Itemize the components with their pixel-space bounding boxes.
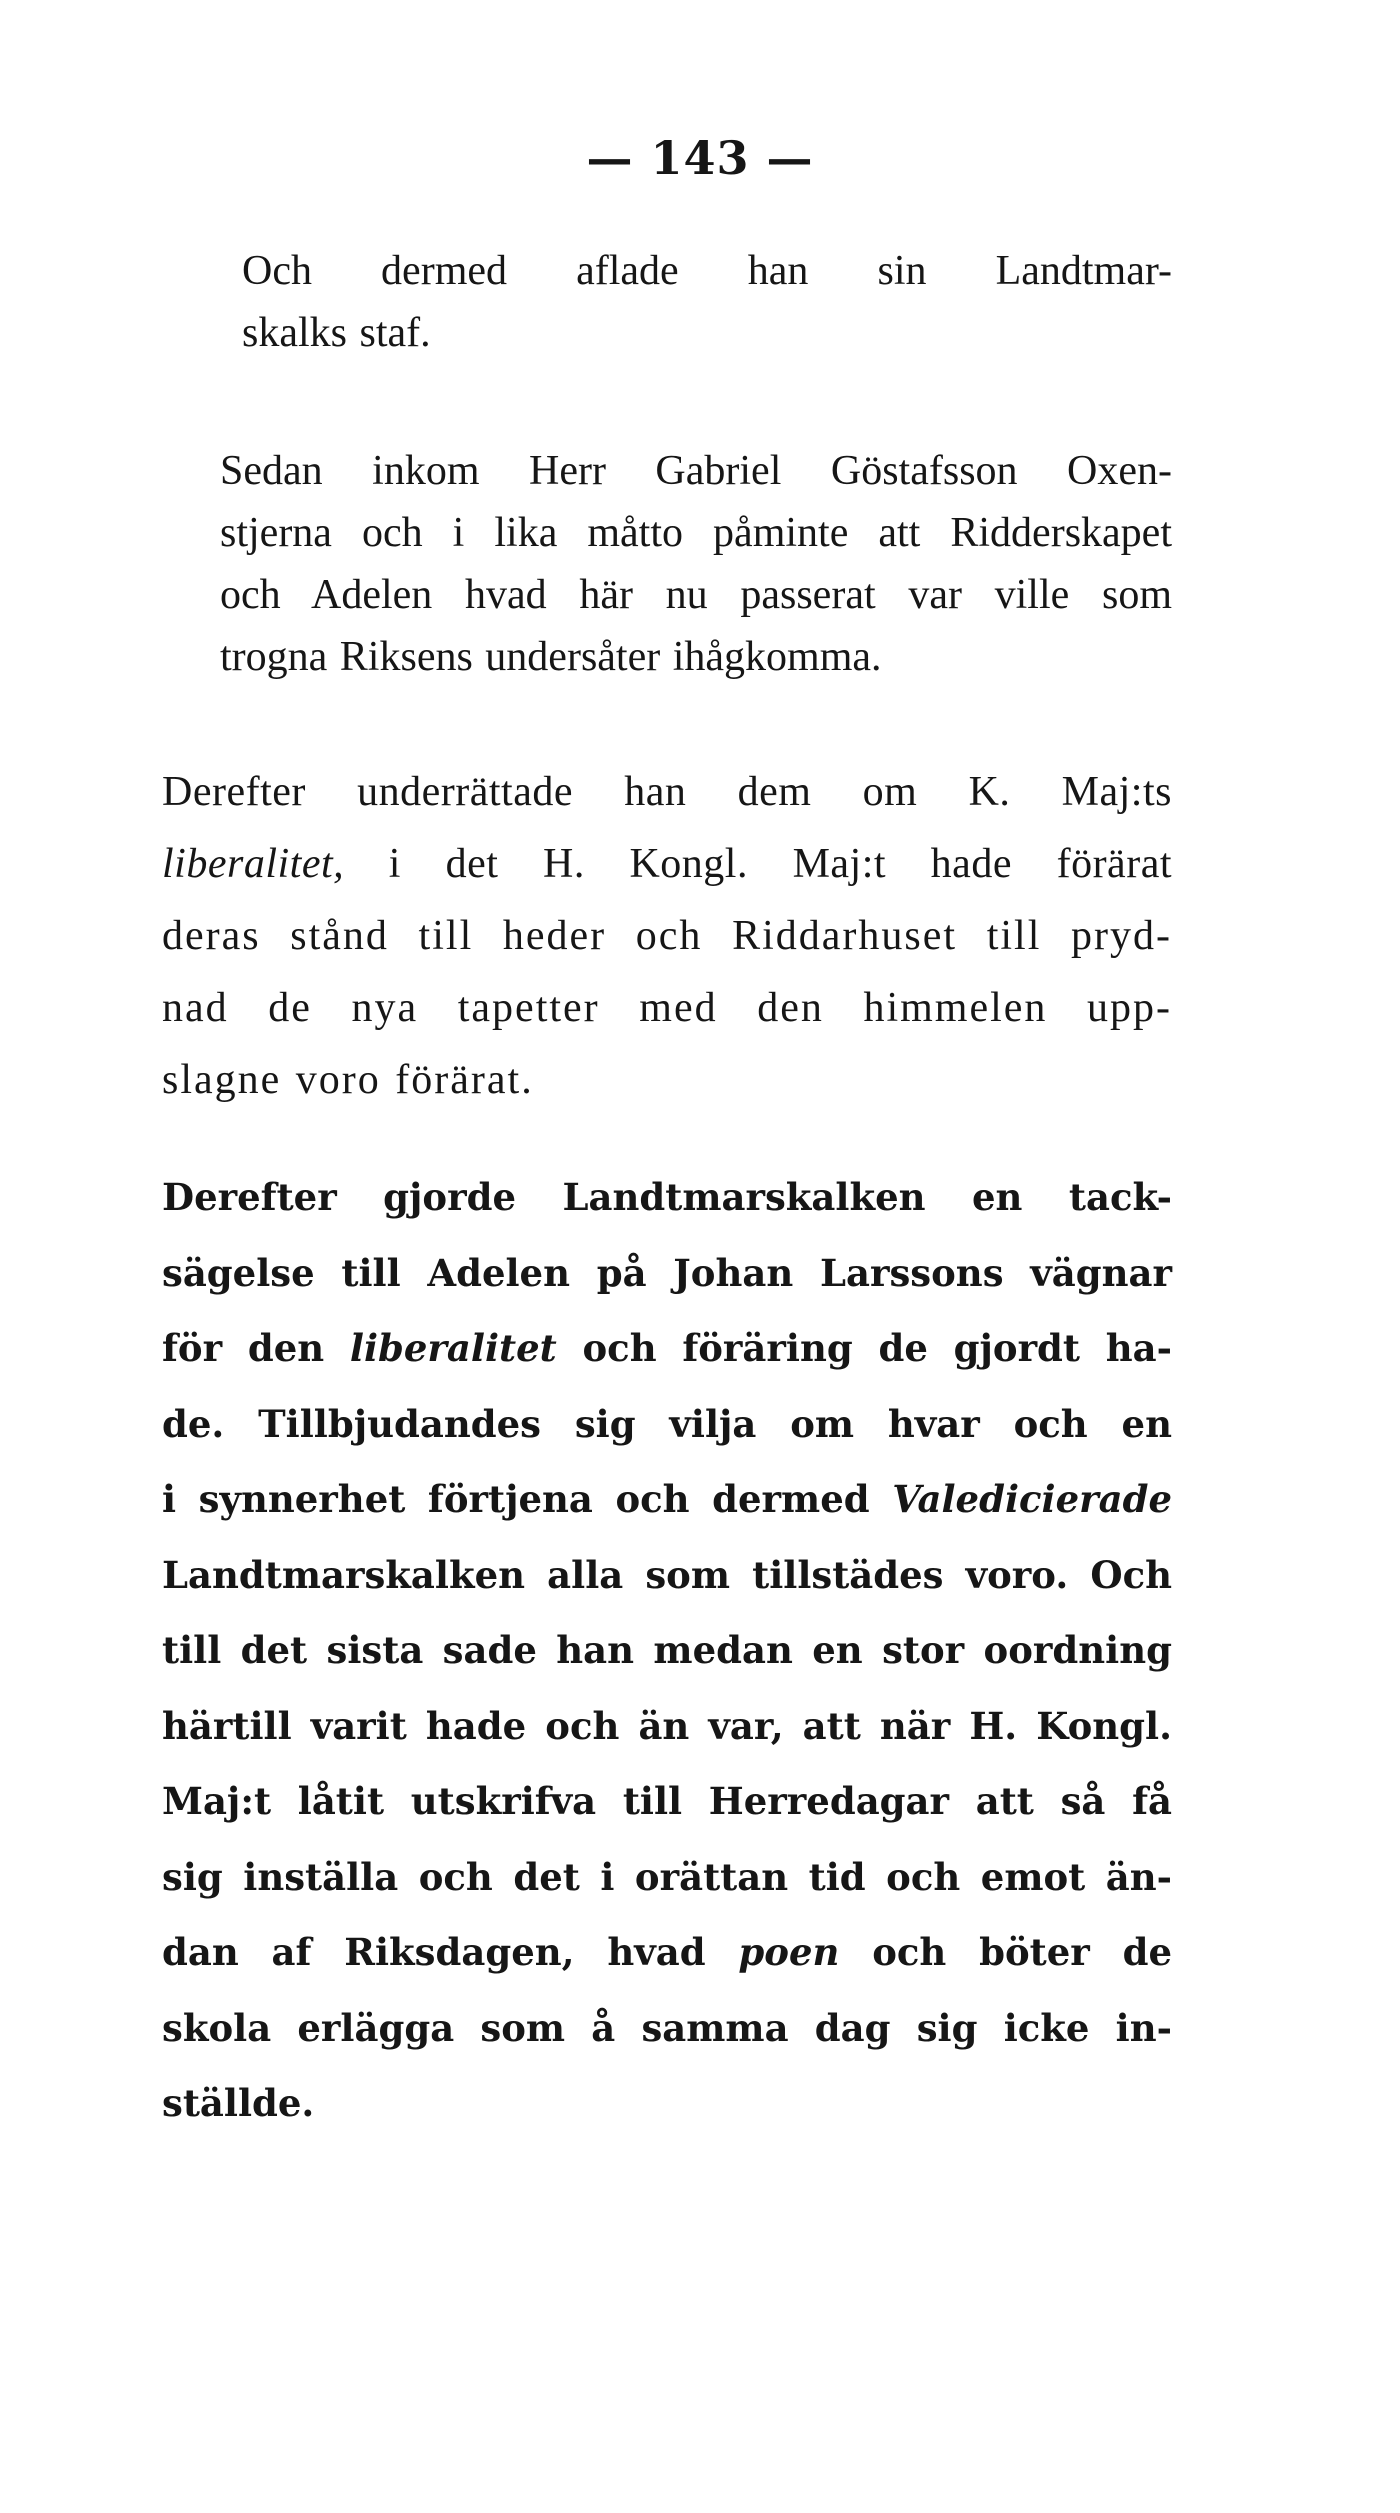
text-line: Landtmarskalken alla som tillstädes voro. Och: [162, 1552, 1172, 1597]
text-segment: dan af Riksdagen, hvad: [162, 1930, 739, 1974]
text-line: ställde.: [162, 2081, 315, 2125]
text-line: skola erlägga som å samma dag sig icke in-: [162, 2005, 1172, 2050]
text-segment: för den: [162, 1326, 350, 1370]
text-line: [122, 1311, 1172, 1387]
page-number: — 143 —: [586, 131, 814, 185]
italic-term: liberalitet,: [162, 841, 345, 887]
text-line: Sedan inkom Herr Gabriel Göstafsson Oxen-: [220, 448, 1172, 494]
text-line: Och dermed aflade han sin Landtmar-: [242, 248, 1172, 294]
text-line: till det sista sade han medan en stor oordning: [162, 1628, 1172, 1672]
text-line: [122, 1462, 1172, 1538]
italic-term: poen: [738, 1930, 840, 1974]
text-segment: i synnerhet förtjena och dermed: [162, 1477, 893, 1521]
text-line: sägelse till Adelen på Johan Larssons vägnar: [162, 1250, 1172, 1295]
text-line: de. Tillbjudandes sig vilja om hvar och en: [162, 1401, 1172, 1446]
text-line: [122, 828, 1172, 900]
paragraph-4: [122, 1160, 1172, 2142]
italic-term: liberalitet: [349, 1326, 557, 1370]
text-line: stjerna och i lika måtto påminte att Ridderskapet: [220, 510, 1172, 556]
text-line: Derefter gjorde Landtmarskalken en tack-: [162, 1175, 1172, 1219]
text-line: Maj:t låtit utskrifva till Herredagar att så få: [162, 1779, 1172, 1823]
paragraph-3: [122, 756, 1172, 1116]
text-segment: i det H. Kongl. Maj:t hade förärat: [344, 841, 1172, 887]
italic-term: Valedicierade: [892, 1477, 1172, 1521]
text-line: trogna Riksens undersåter ihågkomma.: [220, 634, 882, 680]
text-line: nad de nya tapetter med den himmelen upp-: [162, 985, 1172, 1031]
text-line: sig inställa och det i orättan tid och emot än-: [162, 1854, 1172, 1899]
text-line: slagne voro förärat.: [162, 1057, 534, 1103]
text-segment: och böter de: [839, 1930, 1173, 1974]
text-line: härtill varit hade och än var, att när H. Kongl.: [162, 1703, 1172, 1748]
paragraph-2: [122, 440, 1172, 688]
text-line: och Adelen hvad här nu passerat var ville som: [220, 572, 1172, 618]
text-line: [122, 1915, 1172, 1991]
text-line: deras stånd till heder och Riddarhuset till pryd-: [162, 913, 1172, 959]
text-line: Derefter underrättade han dem om K. Maj:ts: [162, 769, 1172, 815]
paragraph-1: [122, 240, 1172, 364]
text-segment: och föräring de gjordt ha-: [556, 1326, 1172, 1370]
text-line: skalks staf.: [242, 310, 431, 356]
